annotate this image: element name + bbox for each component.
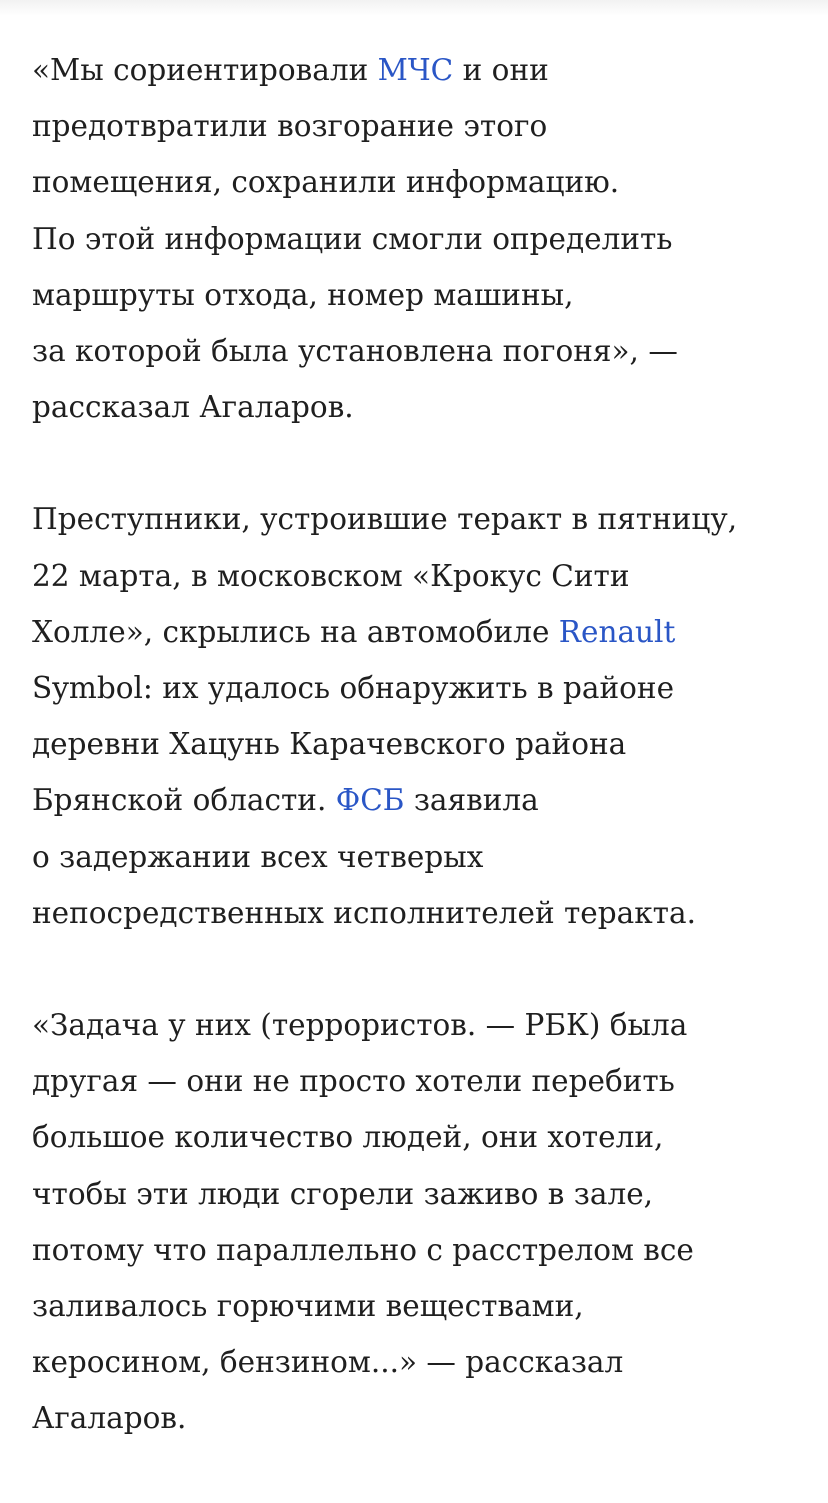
text-line [32, 1334, 802, 1390]
text-fragment: помещения, сохранили информацию. [32, 165, 620, 200]
text-fragment: Холле», скрылись на автомобиле [32, 614, 559, 649]
text-line [32, 1166, 802, 1222]
article-paragraph [32, 491, 802, 941]
text-fragment: 22 марта, в московском «Крокус Сити [32, 558, 630, 593]
text-line [32, 716, 802, 772]
text-fragment: По этой информации смогли определить [32, 221, 673, 256]
text-line [32, 1278, 802, 1334]
text-fragment: другая — они не просто хотели перебить [32, 1064, 675, 1099]
text-line [32, 997, 802, 1053]
text-line [32, 491, 802, 547]
text-line [32, 98, 802, 154]
text-line [32, 885, 802, 941]
article-paragraph [32, 997, 802, 1447]
text-fragment: «Задача у них (террористов. — РБК) была [32, 1008, 688, 1043]
text-fragment: чтобы эти люди сгорели заживо в зале, [32, 1176, 654, 1211]
text-line [32, 548, 802, 604]
text-fragment: о задержании всех четверых [32, 839, 484, 874]
text-line [32, 1390, 802, 1446]
text-line [32, 323, 802, 379]
text-fragment: и они [453, 53, 549, 87]
inline-link[interactable]: ФСБ [335, 783, 405, 818]
text-line [32, 1109, 802, 1165]
text-fragment: «Мы сориентировали [32, 53, 378, 87]
text-fragment: потому что параллельно с расстрелом все [32, 1232, 694, 1267]
text-fragment: маршруты отхода, номер машины, [32, 277, 574, 312]
text-fragment: керосином, бензином...» — рассказал [32, 1345, 624, 1380]
text-fragment: Брянской области. [32, 783, 336, 818]
text-fragment: заявила [404, 783, 539, 818]
text-fragment: за которой была установлена погоня», — [32, 334, 678, 369]
text-line [32, 267, 802, 323]
text-line [32, 772, 802, 828]
text-fragment: большое количество людей, они хотели, [32, 1120, 664, 1155]
text-line [32, 211, 802, 267]
text-line [32, 604, 802, 660]
text-fragment: Агаларов. [32, 1401, 187, 1436]
text-line [32, 1222, 802, 1278]
article-body [32, 42, 802, 1503]
text-line [32, 154, 802, 210]
text-line [32, 379, 802, 435]
text-fragment: непосредственных исполнителей теракта. [32, 895, 696, 930]
text-fragment: деревни Хацунь Карачевского района [32, 727, 627, 762]
text-fragment: заливалось горючими веществами, [32, 1289, 584, 1324]
text-line [32, 1053, 802, 1109]
text-fragment: Symbol: их удалось обнаружить в районе [32, 671, 675, 706]
text-line [32, 829, 802, 885]
top-shadow-divider [0, 0, 828, 16]
text-line [32, 660, 802, 716]
text-fragment: предотвратили возгорание этого [32, 109, 548, 144]
inline-link[interactable]: Renault [558, 614, 676, 649]
text-fragment: Преступники, устроившие теракт в пятницу, [32, 502, 738, 537]
text-line [32, 42, 802, 98]
article-paragraph [32, 42, 802, 435]
text-fragment: рассказал Агаларов. [32, 390, 354, 425]
inline-link[interactable]: МЧС [377, 53, 454, 87]
